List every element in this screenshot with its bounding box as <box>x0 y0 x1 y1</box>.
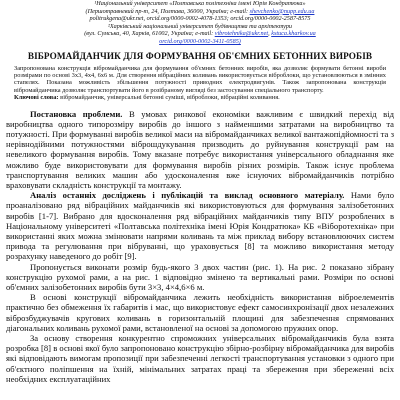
affiliations-block <box>6 0 394 46</box>
paragraph: Постановка проблеми. В умовах ринкової економіки важливим є швидкий перехід від виробництва одного типорозміру виробів до іншого з найменшими затратами на виробництво та потужності. При формуванні виробів великої маси на вібромайданчиках великої вантажопідйомності та з нерівнодійними потужностями віброшдукування призводить до руйнування конструкції рам на невеликого формування виробів. Тому вказане потребує використання універсального обладнання яке можливо буде використовувати для формування виробів різних розмірів. Також існує проблема транспортування великих машин або удосконалення вже існуючих вібромайданчиків потрібно враховувати складність конструкції та монтажу. <box>6 108 394 191</box>
website-link[interactable]: kstuca.kharkov.ua <box>271 30 316 38</box>
paragraph: Пропонується виконати розмір будь-якого 3 двох частин (рис. 1). На рис. 2 показано зібрану конструкцію рухомої рами, а на рис. 1 відповідно змінено та вертикальні рами. Розміри по основі об'ємних залізобетонних виробів бути 3×3, 4×4,6×6 м. <box>6 261 394 293</box>
affiliation-line <box>6 38 394 46</box>
email-link[interactable]: vibrotehnika@ukr.net <box>214 30 269 38</box>
keywords-label: Ключові слова: <box>14 94 59 102</box>
orcid-link[interactable]: orcid.org/0000-0002-3411-0585) <box>159 37 241 45</box>
affiliation-line: (Першотравневий пр-т, 24, Полтава, 36000, Україна; e-mail: shevchenko@nupp.edu.ua <box>85 7 315 15</box>
article-body <box>6 109 394 384</box>
keywords-text: вібромайданчик, універсальні бетонні суміші, віброблоки, вібраційні коливання. <box>60 94 280 102</box>
affiliation-line: ²Харківський національний університет будівництва та архітектури <box>107 22 293 30</box>
email-link[interactable]: shevchenko@nupp.edu.ua <box>249 7 315 15</box>
affiliation-line: ¹Національний університет «Полтавська політехніка імені Юрія Кондратюка» <box>94 0 306 7</box>
paragraph: В основі конструкції вібромайданчика лежить необхідність використання віброелементів практично без обмеження їх габаритів і мас, що використовує ефект самосинхронізації двох незалежних віброзбуджувачів кругових коливань в горизонтальній площині для забезпечення спрямованих діагональних коливань рухомої рами, встановленої на основі за допомогою пружних опор. <box>6 292 394 333</box>
affiliation-line: politrukgena@ukr.net, orcid.org/0000-0002-4078-1353; orcid.org/0000-0002-2587-8575 <box>89 15 311 23</box>
affiliation-line: (вул. Сумська, 40, Харків, 61002, Україна; e-mail: vibrotehnika@ukr.net, kstuca.kharkov.ua <box>84 30 316 38</box>
keywords <box>6 94 394 101</box>
paragraph: Аналіз останніх досліджень і публікацій та виклад основного матеріалу. Нами було проаналізовано ряд вібраційних майданчиків які використовуються для формування залізобетонних виробів [1-7]. Вибрано для вдосконалення ряд вібраційних майданчиків типу ВПУ розроблених в Національному університеті «Полтавська політехніка імені Юрія Кондратюка» КБ «Віборотехніка» при використанні яких можна змінювати напрями коливань та між приклад вибору встановлюючих систем привода та регулювання при вібруванні, що ураховується [8] та можливо використання методу розрахунку наведеного до робіт [9]. <box>6 190 395 262</box>
abstract: Запропонована конструкція вібромайданчика для формування об'ємних бетонних виробів, яка дозволяє формувати бетонні вироби розмірами по основі 3х3, 4х4, 6х6 м. Для створення вібраційних коливань використовується віброблоки, що установлюються в змінних стапелях. Показана можливість збільшення потужності приводних електродвигунів. Також запропонована конструкція вібромайданчика дозволяє транспортувати його в розібраному вигляді без застосування спеціального транспорту. <box>14 64 386 94</box>
paragraph: За основу створення конкурентно спроможних універсальних вібромайданчиків була взята розробка [8] в основі якої було запропоновано конструкцію збірно-розбірну вібромайданчика для виробів які відповідають вимогам пропозиції при забезпеченні легкості транспортування установки з одного при об'єктного поліпшення на їхній, мінімальних затратах праці та збереження при збереженні всіх необхідних експлуатаційних <box>6 333 394 384</box>
article-title: ВІБРОМАЙДАНЧИК ДЛЯ ФОРМУВАННЯ ОБ'ЄМНИХ БЕТОННИХ ВИРОБІВ <box>27 50 373 61</box>
